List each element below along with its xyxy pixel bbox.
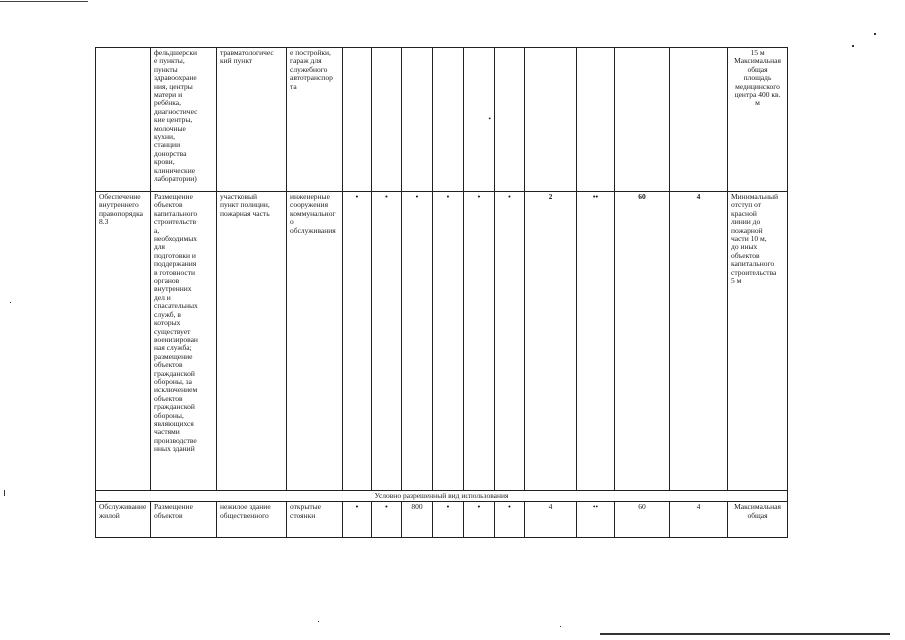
cell-param-1-top [343, 48, 372, 192]
cell-mark-b2: • [372, 502, 402, 538]
cell-notes-2: Максимальная общая [728, 502, 788, 538]
cell-height-value-2: •• [577, 502, 615, 538]
conditional-use-heading: Условно разрешенный вид использования [96, 491, 788, 502]
cell-height-value: •• [577, 192, 615, 491]
scan-speck [10, 302, 11, 303]
land-use-regulation-table [95, 47, 788, 538]
scan-speck [4, 490, 5, 496]
cell-mark-6: • [495, 192, 525, 491]
cell-aux-use: инженерные сооружения коммунальног о обслуживания [287, 192, 343, 491]
table-row-housing-service [96, 502, 788, 538]
table-row-top [96, 48, 788, 192]
cell-mark-2: • [372, 192, 402, 491]
cell-setback-value: 4 [670, 192, 728, 491]
cell-setback-value-2: 4 [670, 502, 728, 538]
table-row-separator [96, 491, 788, 502]
cell-floors-value-2: 4 [525, 502, 577, 538]
scan-speck [852, 45, 854, 47]
cell-param-2-top [372, 48, 402, 192]
cell-param-9-top [615, 48, 670, 192]
top-edge-line [0, 1, 88, 2]
scan-speck [560, 626, 561, 627]
mark-dot: • [488, 114, 491, 124]
scan-speck [318, 621, 319, 622]
cell-param-5-top [464, 48, 495, 192]
cell-mark-b4: • [433, 502, 464, 538]
cell-param-3-top [402, 48, 433, 192]
cell-main-use-top: травматологичес кий пункт [217, 48, 287, 192]
cell-description-2: Размещение объектов [151, 502, 217, 538]
table-row-internal-order [96, 192, 788, 491]
cell-mark-3: • [402, 192, 433, 491]
cell-mark-5: • [464, 192, 495, 491]
cell-activity-name-2: Обслуживание жилой [96, 502, 151, 538]
cell-main-use: участковый пункт полиции, пожарная часть [217, 192, 287, 491]
cell-notes: Минимальный отступ от красной линии до пожарной части 10 м, до иных объектов капитального строительства 5 м [728, 192, 788, 491]
cell-notes-top: 15 м Максимальная общая площадь медицинского центра 400 кв. м [728, 48, 788, 192]
cell-description-top: фельдшерски е пункты, пункты здравоохране ния, центры матери и ребёнка, диагностичес кие центры, молочные кухни, станции донорства крови, клинические лаборатории) [151, 48, 217, 192]
cell-mark-b1: • [343, 502, 372, 538]
cell-mark-b5: • [464, 502, 495, 538]
cell-floors-value: 2 [525, 192, 577, 491]
cell-param-8-top [577, 48, 615, 192]
cell-activity-top [96, 48, 151, 192]
bottom-edge-line [600, 633, 890, 635]
cell-main-use-2: нежилое здание общественного [217, 502, 287, 538]
cell-mark-4: • [433, 192, 464, 491]
cell-mark-1: • [343, 192, 372, 491]
scan-speck [874, 33, 876, 35]
cell-mark-b6: • [495, 502, 525, 538]
cell-coverage-value: 60 [615, 192, 670, 491]
cell-coverage-value-2: 60 [615, 502, 670, 538]
cell-aux-use-2: открытые стоянки [287, 502, 343, 538]
cell-description: Размещение объектов капитального строительств а, необходимых для подготовки и поддержания в готовности органов внутренних дел и спасательных служб, в которых существует военизирован ная служба; размещение объектов гражданской обороны, за исключением объектов гражданской обороны, являющихся частями производстве нных зданий [151, 192, 217, 491]
cell-param-6-top [495, 48, 525, 192]
cell-area-value: 800 [402, 502, 433, 538]
cell-aux-use-top: е постройки, гараж для служебного автотранспор та [287, 48, 343, 192]
cell-activity-name: Обеспечение внутреннего правопорядка 8.3 [96, 192, 151, 491]
cell-param-7-top [525, 48, 577, 192]
cell-param-4-top [433, 48, 464, 192]
cell-param-10-top [670, 48, 728, 192]
